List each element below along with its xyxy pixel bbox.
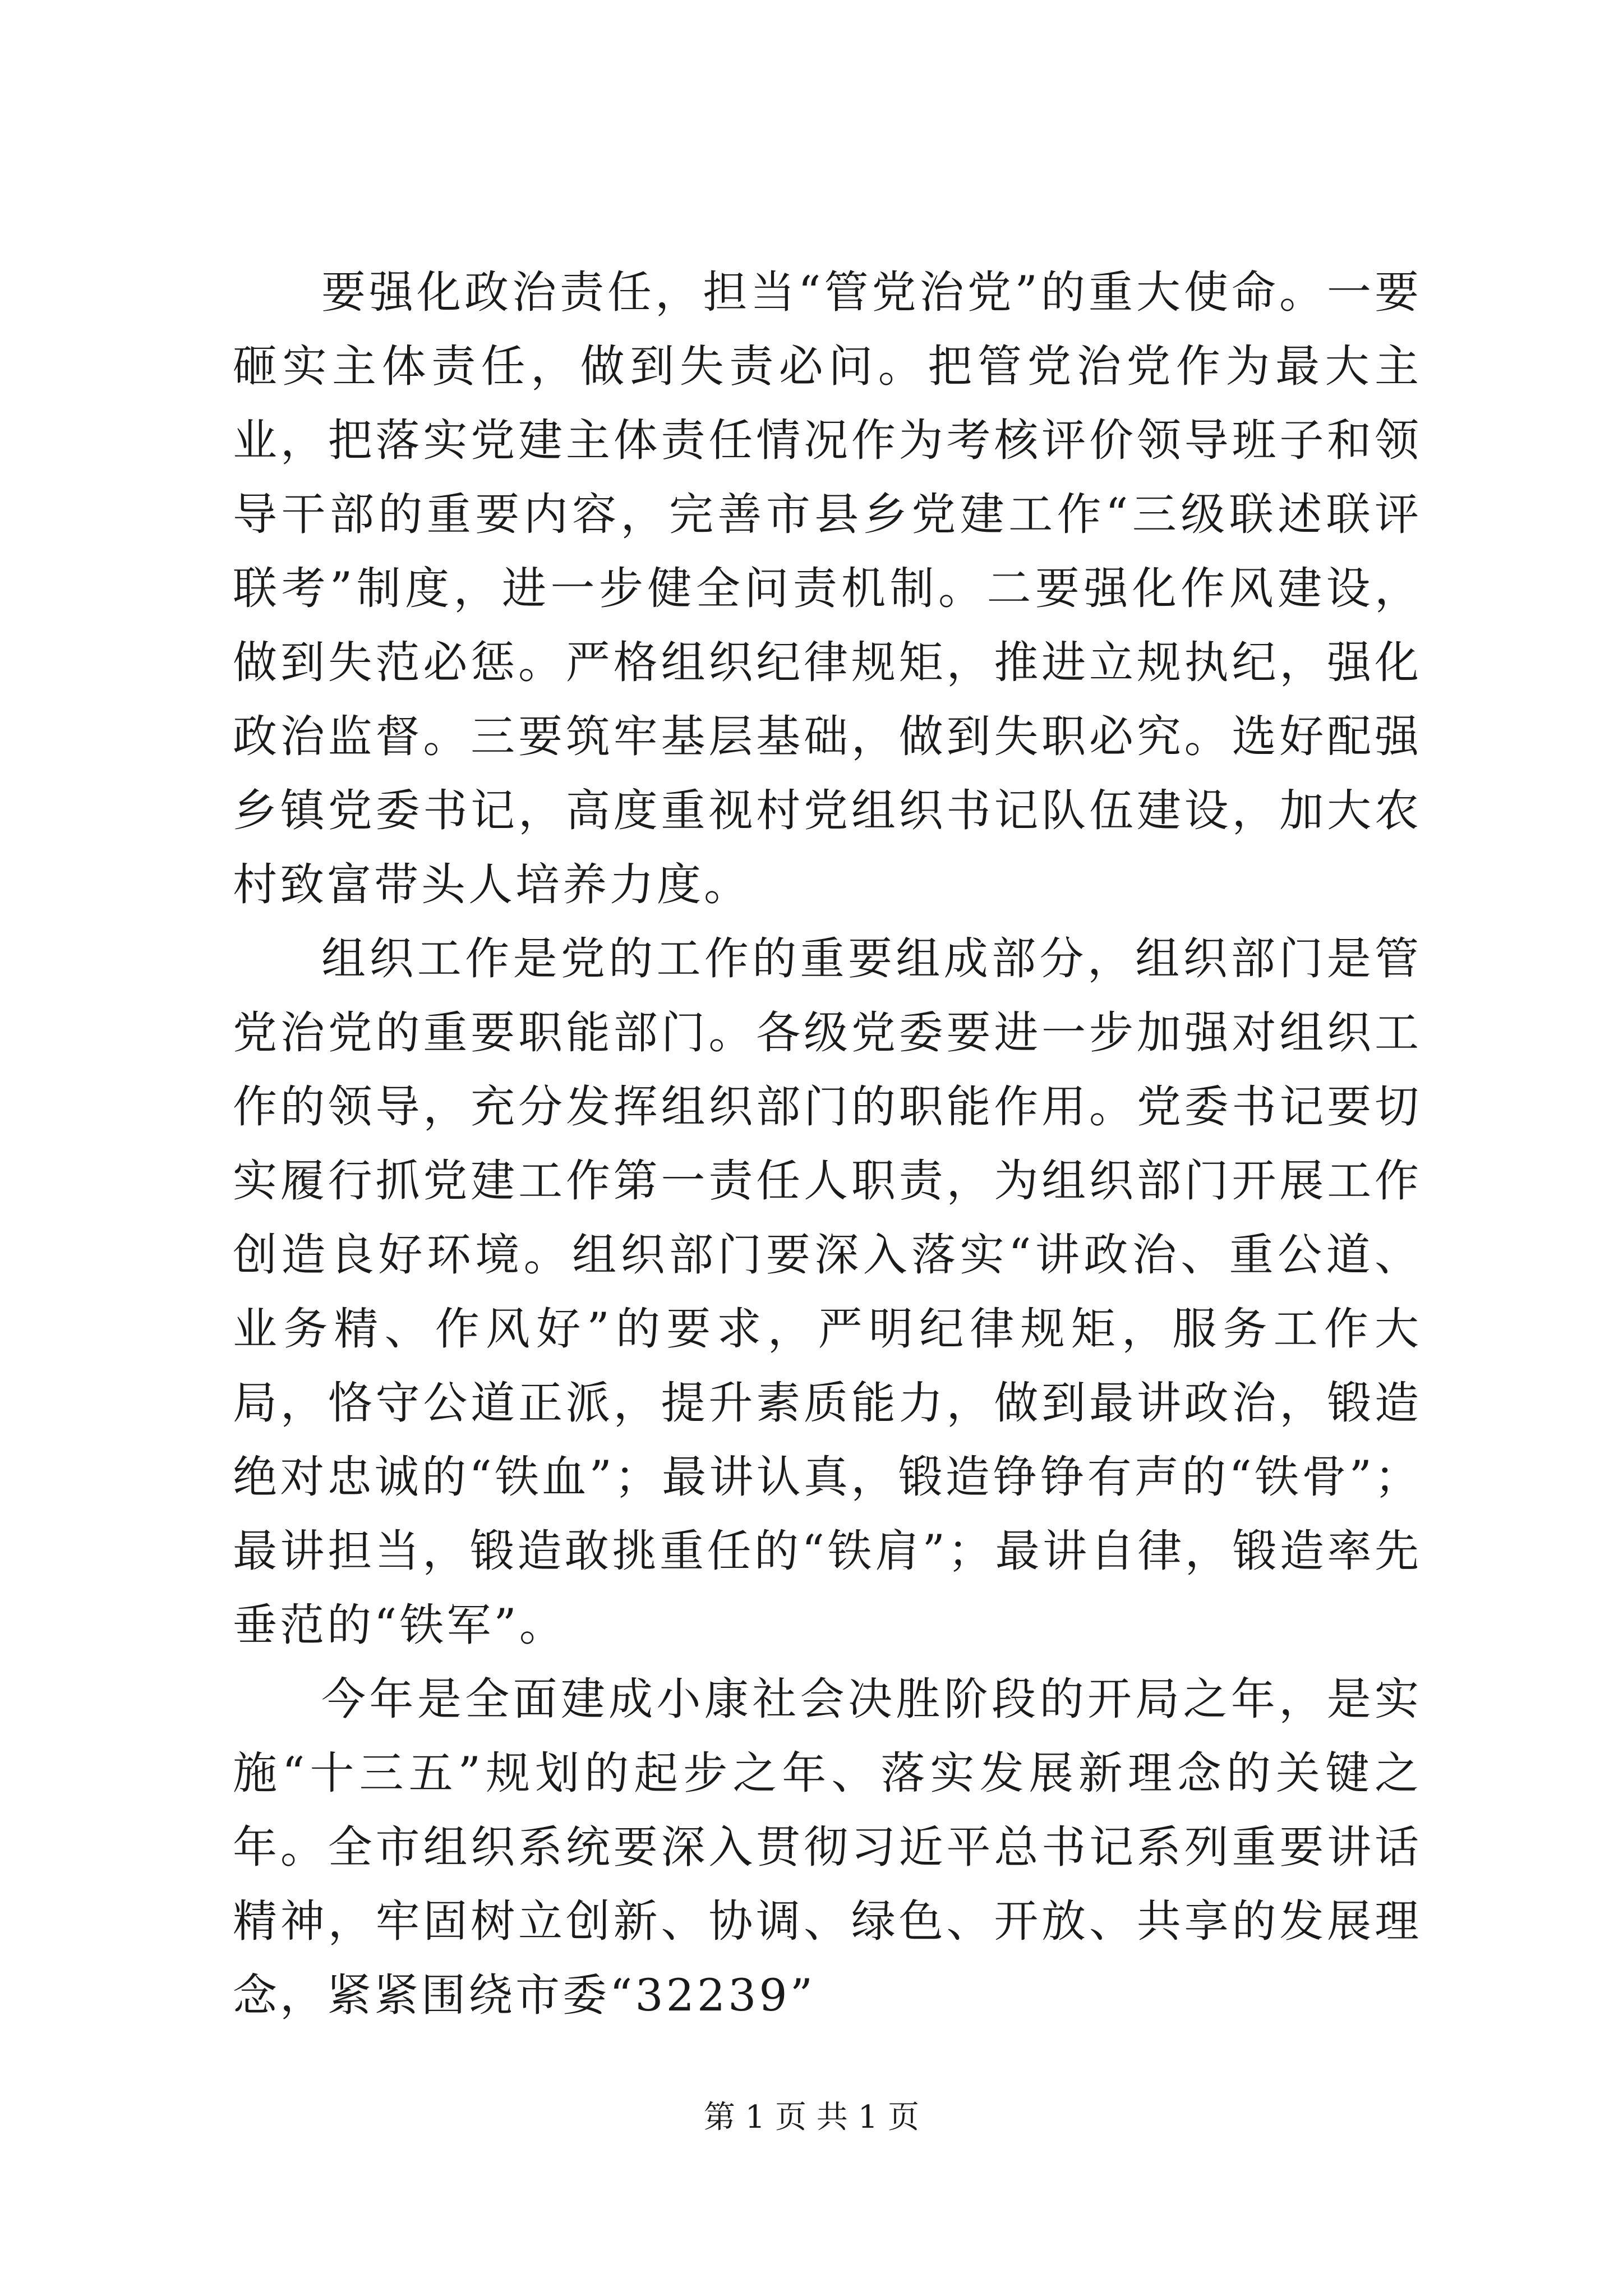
page-footer: 第 1 页 共 1 页 [703, 2099, 920, 2136]
paragraph-2: 组织工作是党的工作的重要组成部分，组织部门是管党治党的重要职能部门。各级党委要进一步加强对组织工作的领导，充分发挥组织部门的职能作用。党委书记要切实履行抓党建工作第一责任人职责，为组织部门开展工作创造良好环境。组织部门要深入落实“讲政治、重公道、业务精、作风好”的要求，严明纪律规矩，服务工作大局，恪守公道正派，提升素质能力，做到最讲政治，锻造绝对忠诚的“铁血”；最讲认真，锻造铮铮有声的“铁骨”；最讲担当，锻造敢挑重任的“铁肩”；最讲自律，锻造率先垂范的“铁军”。 [233, 933, 1422, 1651]
paragraph-3: 今年是全面建成小康社会决胜阶段的开局之年，是实施“十三五”规划的起步之年、落实发展新理念的关键之年。全市组织系统要深入贯彻习近平总书记系列重要讲话精神，牢固树立创新、协调、绿色、开放、共享的发展理念，紧紧围绕市委“32239” [233, 1673, 1422, 2021]
paragraph-1: 要强化政治责任，担当“管党治党”的重大使命。一要砸实主体责任，做到失责必问。把管党治党作为最大主业，把落实党建主体责任情况作为考核评价领导班子和领导干部的重要内容，完善市县乡党建工作“三级联述联评联考”制度，进一步健全问责机制。二要强化作风建设，做到失范必惩。严格组织纪律规矩，推进立规执纪，强化政治监督。三要筑牢基层基础，做到失职必究。选好配强乡镇党委书记，高度重视村党组织书记队伍建设，加大农村致富带头人培养力度。 [233, 266, 1422, 910]
document-body [233, 255, 1422, 2032]
